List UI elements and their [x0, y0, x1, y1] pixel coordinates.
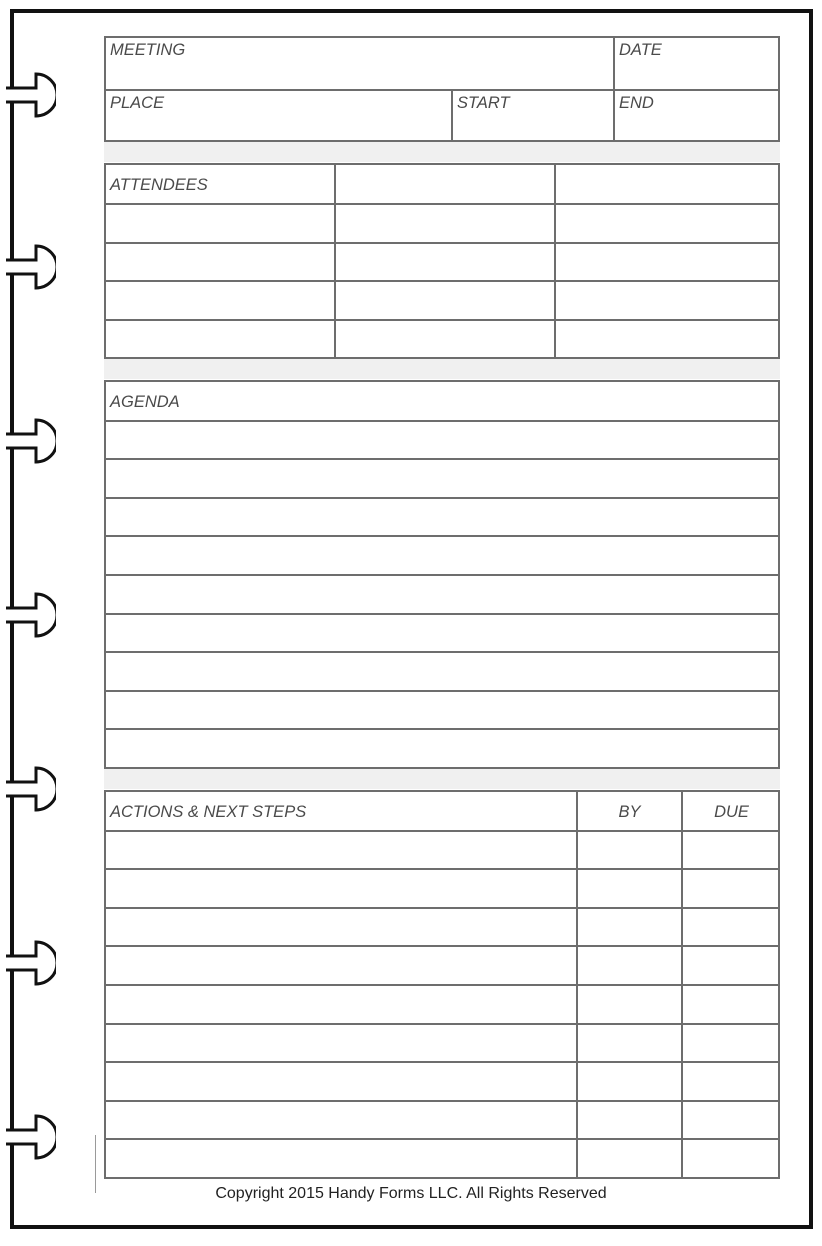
attendee-cell[interactable] [554, 204, 780, 243]
meeting-field[interactable] [106, 38, 613, 89]
action-cell[interactable] [106, 908, 576, 947]
row-divider [106, 728, 778, 730]
attendee-cell[interactable] [554, 243, 780, 282]
action-cell[interactable] [106, 831, 576, 870]
binder-tab [6, 940, 56, 986]
row-divider [106, 984, 778, 986]
attendee-cell[interactable] [554, 165, 780, 204]
row-divider [106, 868, 778, 870]
row-divider [106, 1138, 778, 1140]
action-cell[interactable] [576, 1062, 681, 1101]
actions-header-cell[interactable] [106, 792, 576, 831]
column-divider [334, 165, 336, 357]
attendee-cell[interactable] [334, 281, 554, 320]
action-cell[interactable] [106, 1024, 576, 1063]
action-cell[interactable] [576, 869, 681, 908]
date-field[interactable] [615, 38, 780, 89]
action-cell[interactable] [576, 908, 681, 947]
column-divider [554, 165, 556, 357]
action-cell[interactable] [106, 1101, 576, 1140]
row-divider [106, 458, 778, 460]
attendee-cell[interactable] [334, 204, 554, 243]
agenda-header-cell[interactable] [106, 382, 780, 421]
agenda-line[interactable] [106, 575, 780, 614]
separator-band [104, 769, 780, 789]
actions-label: ACTIONS & NEXT STEPS [110, 803, 307, 821]
due-label: DUE [714, 803, 749, 821]
row-divider [106, 497, 778, 499]
binder-tab [6, 418, 56, 464]
action-cell[interactable] [681, 1062, 780, 1101]
attendee-cell[interactable] [106, 320, 334, 359]
action-cell[interactable] [681, 831, 780, 870]
binder-tab [6, 244, 56, 290]
action-cell[interactable] [106, 1139, 576, 1178]
row-divider [106, 613, 778, 615]
column-divider [681, 792, 683, 1177]
row-divider [106, 907, 778, 909]
action-cell[interactable] [681, 908, 780, 947]
attendee-cell[interactable] [106, 243, 334, 282]
attendee-cell[interactable] [334, 165, 554, 204]
attendee-cell[interactable] [554, 320, 780, 359]
attendees-grid [104, 163, 780, 359]
action-cell[interactable] [106, 869, 576, 908]
binder-tab [6, 592, 56, 638]
row-divider [106, 945, 778, 947]
row-divider [106, 1100, 778, 1102]
place-field[interactable] [106, 91, 451, 142]
attendee-cell[interactable] [106, 165, 334, 204]
agenda-line[interactable] [106, 498, 780, 537]
action-cell[interactable] [681, 1101, 780, 1140]
attendees-label: ATTENDEES [110, 176, 208, 194]
action-cell[interactable] [681, 985, 780, 1024]
row-divider [106, 203, 778, 205]
agenda-line[interactable] [106, 691, 780, 730]
start-label: START [457, 94, 510, 112]
column-divider [576, 792, 578, 1177]
row-divider [106, 242, 778, 244]
action-cell[interactable] [576, 946, 681, 985]
actions-grid [104, 790, 780, 1179]
action-cell[interactable] [681, 946, 780, 985]
start-field[interactable] [453, 91, 613, 142]
attendee-cell[interactable] [334, 243, 554, 282]
separator-band [104, 142, 780, 162]
meeting-label: MEETING [110, 41, 186, 59]
attendee-cell[interactable] [554, 281, 780, 320]
copyright-notice: Copyright 2015 Handy Forms LLC. All Rights Reserved [215, 1185, 607, 1202]
actions-header-cell[interactable] [576, 792, 681, 831]
row-divider [106, 830, 778, 832]
separator-band [104, 359, 780, 379]
agenda-line[interactable] [106, 652, 780, 691]
agenda-line[interactable] [106, 614, 780, 653]
row-divider [106, 1061, 778, 1063]
agenda-grid [104, 380, 780, 769]
row-divider [106, 651, 778, 653]
action-cell[interactable] [681, 869, 780, 908]
action-cell[interactable] [576, 831, 681, 870]
action-cell[interactable] [576, 1024, 681, 1063]
actions-header-cell[interactable] [681, 792, 780, 831]
agenda-line[interactable] [106, 459, 780, 498]
place-label: PLACE [110, 94, 165, 112]
action-cell[interactable] [681, 1139, 780, 1178]
end-field[interactable] [615, 91, 780, 142]
binder-tab [6, 1114, 56, 1160]
agenda-line[interactable] [106, 421, 780, 460]
binder-tab [6, 72, 56, 118]
attendee-cell[interactable] [334, 320, 554, 359]
action-cell[interactable] [681, 1024, 780, 1063]
row-divider [106, 280, 778, 282]
agenda-line[interactable] [106, 536, 780, 575]
action-cell[interactable] [106, 1062, 576, 1101]
action-cell[interactable] [106, 985, 576, 1024]
row-divider [106, 535, 778, 537]
agenda-line[interactable] [106, 729, 780, 768]
action-cell[interactable] [106, 946, 576, 985]
attendee-cell[interactable] [106, 281, 334, 320]
row-divider [106, 420, 778, 422]
row-divider [106, 319, 778, 321]
row-divider [106, 574, 778, 576]
date-label: DATE [619, 41, 662, 59]
by-label: BY [618, 803, 641, 821]
binder-tab [6, 766, 56, 812]
action-cell[interactable] [576, 1101, 681, 1140]
end-label: END [619, 94, 654, 112]
meeting-header-grid [104, 36, 780, 142]
row-divider [106, 1023, 778, 1025]
action-cell[interactable] [576, 985, 681, 1024]
row-divider [106, 690, 778, 692]
action-cell[interactable] [576, 1139, 681, 1178]
agenda-label: AGENDA [110, 393, 180, 411]
attendee-cell[interactable] [106, 204, 334, 243]
